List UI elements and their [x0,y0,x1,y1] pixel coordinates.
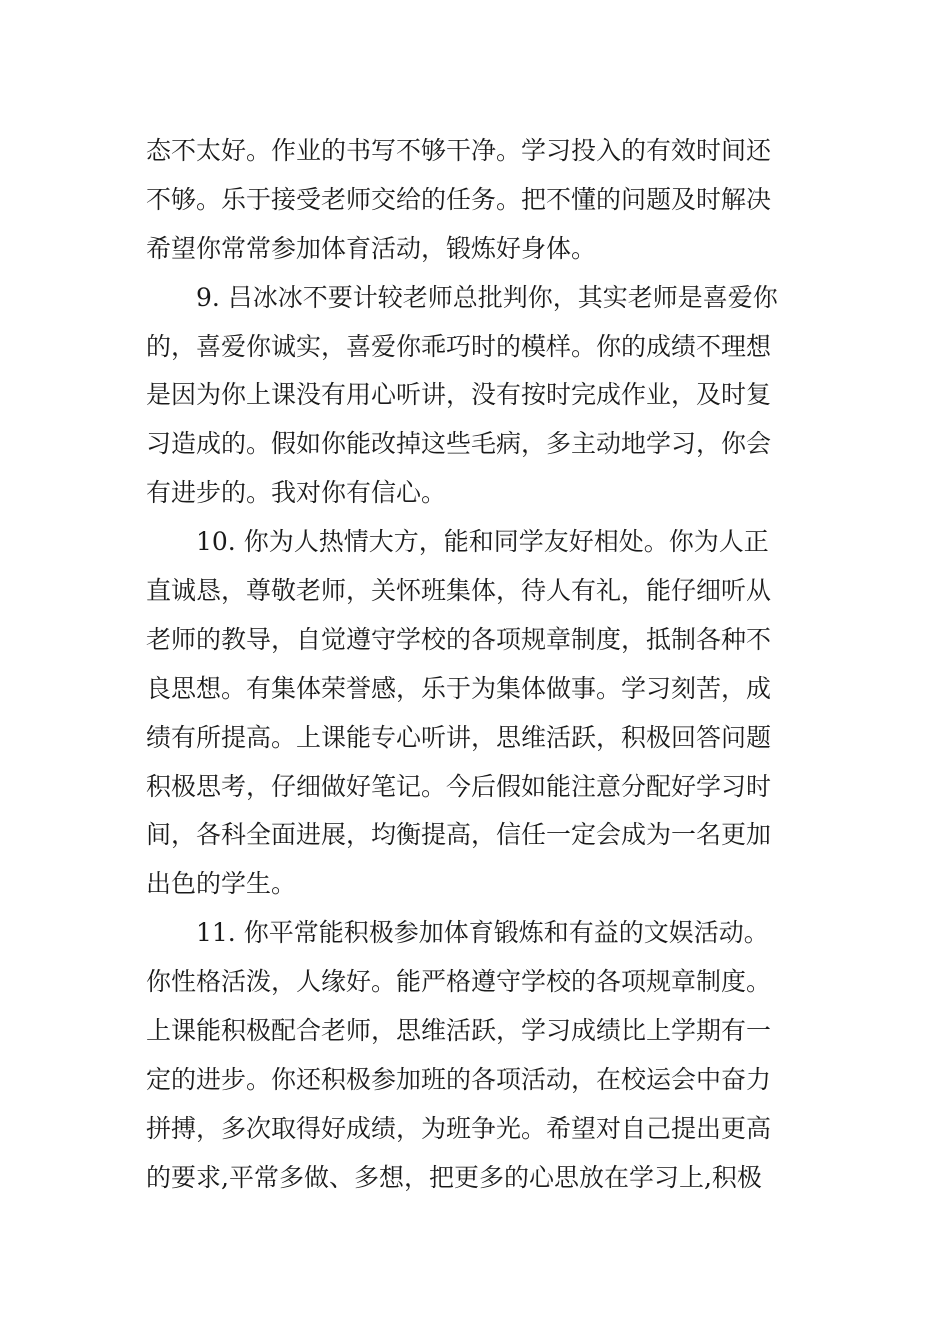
text-line: 有进步的。我对你有信心。 [146,478,447,508]
text-line: 出色的学生。 [146,869,297,899]
text-line: 习造成的。假如你能改掉这些毛病，多主动地学习，你会 [146,429,772,459]
text-line: 希望你常常参加体育活动，锻炼好身体。 [146,233,597,263]
text-line: 绩有所提高。上课能专心听讲，思维活跃，积极回答问题 [146,722,772,752]
text-line: 10. 你为人热情大方，能和同学友好相处。你为人正 [196,527,769,557]
text-line: 态不太好。作业的书写不够干净。学习投入的有效时间还 [146,136,772,165]
text-line: 9. 吕冰冰不要计较老师总批判你，其实老师是喜爱你 [196,282,778,312]
text-line: 定的进步。你还积极参加班的各项活动，在校运会中奋力 [146,1064,772,1094]
text-line: 直诚恳，尊敬老师，关怀班集体，待人有礼，能仔细听从 [146,576,772,606]
text-line: 积极思考，仔细做好笔记。今后假如能注意分配好学习时 [146,771,772,801]
text-line: 不够。乐于接受老师交给的任务。把不懂的问题及时解决 [146,184,772,214]
text-line: 间，各科全面进展，均衡提高，信任一定会成为一名更加 [146,820,772,850]
text-line: 你性格活泼，人缘好。能严格遵守学校的各项规章制度。 [146,967,772,997]
text-line: 良思想。有集体荣誉感，乐于为集体做事。学习刻苦，成 [146,673,772,703]
text-line: 的要求,平常多做、多想，把更多的心思放在学习上,积极 [146,1162,762,1192]
text-line: 老师的教导，自觉遵守学校的各项规章制度，抵制各种不 [146,624,772,654]
text-line: 上课能积极配合老师，思维活跃，学习成绩比上学期有一 [146,1016,772,1046]
document-body [146,127,810,1203]
text-line: 是因为你上课没有用心听讲，没有按时完成作业，及时复 [146,380,772,410]
text-line: 11. 你平常能积极参加体育锻炼和有益的文娱活动。 [196,918,769,948]
text-line: 的，喜爱你诚实，喜爱你乖巧时的模样。你的成绩不理想 [146,331,772,361]
text-line: 拼搏，多次取得好成绩，为班争光。希望对自己提出更高 [146,1113,772,1143]
